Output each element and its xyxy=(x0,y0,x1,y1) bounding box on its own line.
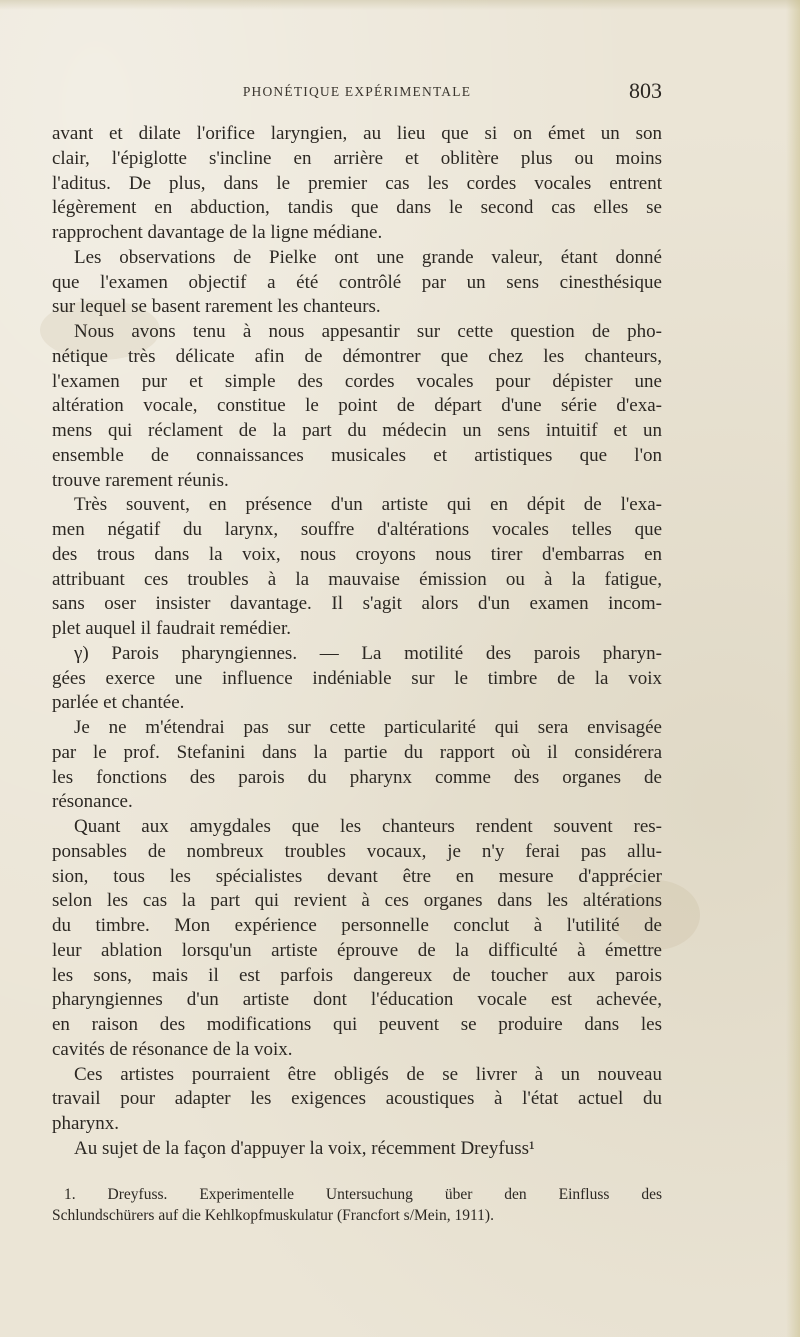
text-line: des trous dans la voix, nous croyons nous tirer d'embarras en xyxy=(52,543,662,565)
footnote-line: Schlundschürers auf die Kehlkopfmuskulatur (Francfort s/Mein, 1911). xyxy=(52,1207,494,1224)
text-line: sion, tous les spécialistes devant être en mesure d'apprécier xyxy=(52,865,662,887)
text-line: Nous avons tenu à nous appesantir sur cette question de pho- xyxy=(74,321,662,342)
text-line: Les observations de Pielke ont une grande valeur, étant donné xyxy=(74,246,662,268)
footnote-line: 1. Dreyfuss. Experimentelle Untersuchung über den Einfluss des xyxy=(64,1186,662,1203)
text-line: clair, l'épiglotte s'incline en arrière et oblitère plus ou moins xyxy=(52,147,662,169)
text-line: sur lequel se basent rarement les chanteurs. xyxy=(52,296,381,318)
text-line: résonance. xyxy=(52,791,133,813)
text-line: mens qui réclament de la part du médecin un sens intuitif et un xyxy=(52,420,662,441)
text-line: pharynx. xyxy=(52,1113,120,1134)
text-line: pharyngiennes d'un artiste dont l'éducation vocale est achevée, xyxy=(52,989,662,1011)
text-line: plet auquel il faudrait remédier. xyxy=(52,618,291,639)
text-line: avant et dilate l'orifice laryngien, au lieu que si on émet un son xyxy=(52,123,662,144)
text-line: trouve rarement réunis. xyxy=(52,469,229,491)
text-line: Très souvent, en présence d'un artiste qui en dépit de l'exa- xyxy=(74,494,662,516)
text-line: les sons, mais il est parfois dangereux de toucher aux parois xyxy=(52,964,662,986)
text-line: que l'examen objectif a été contrôlé par un sens cinesthésique xyxy=(52,271,662,293)
text-line: par le prof. Stefanini dans la partie du rapport où il considérera xyxy=(52,741,662,763)
text-line: altération vocale, constitue le point de départ d'une série d'exa- xyxy=(52,395,662,417)
text-line: leur ablation lorsqu'un artiste éprouve de la difficulté à émettre xyxy=(52,939,662,961)
text-line: du timbre. Mon expérience personnelle conclut à l'utilité de xyxy=(52,915,662,936)
text-line: l'examen pur et simple des cordes vocales pour dépister une xyxy=(52,370,662,392)
text-line-section-gamma: γ) Parois pharyngiennes. — La motilité des parois pharyn- xyxy=(74,642,662,664)
text-line: gées exerce une influence indéniable sur le timbre de la voix xyxy=(52,667,662,689)
text-line: Ces artistes pourraient être obligés de se livrer à un nouveau xyxy=(74,1063,662,1085)
text-line: travail pour adapter les exigences acoustiques à l'état actuel du xyxy=(52,1088,662,1110)
running-title: PHONÉTIQUE EXPÉRIMENTALE xyxy=(242,84,472,99)
text-line: rapprochent davantage de la ligne médiane. xyxy=(52,222,383,243)
text-line: ensemble de connaissances musicales et artistiques que l'on xyxy=(52,444,662,466)
text-line: parlée et chantée. xyxy=(52,692,185,714)
text-line: attribuant ces troubles à la mauvaise émission ou à la fatigue, xyxy=(52,568,662,590)
page-header xyxy=(52,78,662,106)
page-edge-top xyxy=(0,0,800,10)
text-line: selon les cas la part qui revient à ces organes dans les altérations xyxy=(52,890,662,912)
text-line: sans oser insister davantage. Il s'agit alors d'un examen incom- xyxy=(52,593,662,615)
text-line: l'aditus. De plus, dans le premier cas les cordes vocales entrent xyxy=(52,172,662,194)
text-line: Je ne m'étendrai pas sur cette particularité qui sera envisagée xyxy=(74,717,662,738)
text-line: men négatif du larynx, souffre d'altérations vocales telles que xyxy=(52,519,662,540)
text-line: les fonctions des parois du pharynx comme des organes de xyxy=(52,766,662,788)
text-line: Au sujet de la façon d'appuyer la voix, récemment Dreyfuss¹ xyxy=(74,1137,535,1159)
text-line: Quant aux amygdales que les chanteurs rendent souvent res- xyxy=(74,816,662,837)
text-line: légèrement en abduction, tandis que dans le second cas elles se xyxy=(52,197,662,219)
text-line: cavités de résonance de la voix. xyxy=(52,1038,293,1060)
footnotes xyxy=(52,1184,662,1226)
page-number: 803 xyxy=(629,78,662,103)
text-line: nétique très délicate afin de démontrer que chez les chanteurs, xyxy=(52,345,662,367)
body-text xyxy=(52,122,662,1162)
text-line: ponsables de nombreux troubles vocaux, je n'y ferai pas allu- xyxy=(52,840,662,862)
page-edge-right xyxy=(786,0,800,1337)
text-line: en raison des modifications qui peuvent se produire dans les xyxy=(52,1014,662,1035)
